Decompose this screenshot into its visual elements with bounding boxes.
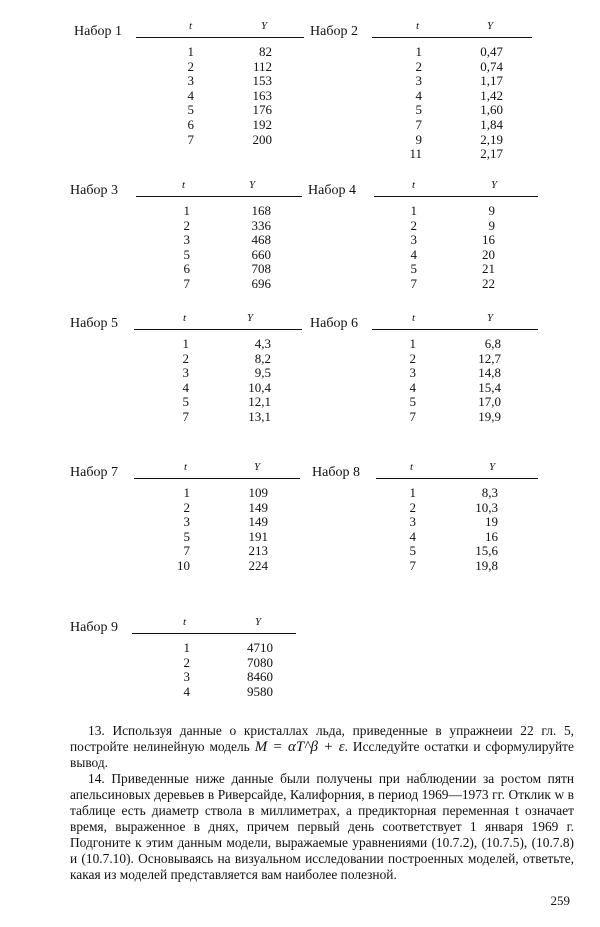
- column-header-y: Y: [487, 20, 494, 32]
- cell-t: 3: [409, 365, 416, 381]
- dataset-label: Набор 2: [310, 24, 358, 39]
- column-header-t: t: [189, 20, 193, 32]
- cell-y: 19,9: [478, 408, 501, 424]
- cell-y: 14,8: [478, 365, 501, 381]
- cell-y: 8460: [247, 669, 273, 685]
- cell-y: 6,8: [484, 336, 501, 351]
- cell-t: 4: [409, 528, 416, 544]
- cell-t: 2: [183, 217, 190, 233]
- cell-t: 4: [187, 87, 194, 103]
- cell-y: 224: [248, 557, 268, 573]
- cell-t: 5: [183, 528, 190, 544]
- cell-t: 7: [409, 557, 416, 573]
- cell-t: 5: [409, 543, 416, 559]
- cell-y: 109: [248, 485, 268, 500]
- cell-t: 11: [409, 146, 422, 162]
- cell-y: 0,47: [480, 44, 503, 59]
- header-rule: [132, 633, 296, 634]
- cell-y: 13,1: [248, 408, 271, 424]
- cell-t: 1: [182, 336, 189, 351]
- cell-t: 2: [183, 499, 190, 515]
- cell-t: 1: [183, 203, 190, 218]
- cell-t: 7: [183, 275, 190, 291]
- cell-t: 2: [409, 499, 416, 515]
- cell-y: 15,4: [478, 379, 501, 395]
- cell-t: 2: [183, 654, 190, 670]
- exercise-14: 14. Приведенные ниже данные были получены при наблюдении за ростом пятн апельсиновых деревьев в Риверсайде, Калифорния, в период 1969—1973 гг. Отклик w в таблице есть диаметр ствола в миллиметрах, а предикторная переменная t означает время, выраженное в днях, причем первый день соответствует 1 января 1969 г. Подгоните к этим данным модели, выражаемые уравнениями (10.7.2), (10.7.5), (10.7.8) и (10.7.10). Основываясь на визуальном исследовании построенных моделей, ответьте, какая из моделей представляется вам наиболее полезной.: [70, 771, 574, 882]
- cell-y: 12,1: [248, 394, 271, 410]
- cell-y: 149: [248, 514, 268, 530]
- dataset-label: Набор 3: [70, 183, 118, 198]
- cell-t: 4: [182, 379, 189, 395]
- cell-y: 1,17: [480, 73, 503, 89]
- cell-y: 9580: [247, 683, 273, 699]
- dataset-label: Набор 7: [70, 465, 118, 480]
- cell-y: 22: [482, 275, 495, 291]
- cell-y: 19: [485, 514, 498, 530]
- cell-y: 17,0: [478, 394, 501, 410]
- cell-y: 112: [252, 58, 272, 74]
- cell-t: 5: [415, 102, 422, 118]
- cell-y: 468: [251, 232, 271, 248]
- cell-t: 7: [187, 131, 194, 147]
- exercise-13-text-after: . Исследуйте остатки и сформулируйте вывод.: [70, 739, 574, 770]
- cell-t: 1: [415, 44, 422, 59]
- cell-t: 7: [415, 116, 422, 132]
- cell-t: 4: [183, 683, 190, 699]
- cell-t: 10: [177, 557, 190, 573]
- cell-t: 2: [409, 350, 416, 366]
- column-header-t: t: [183, 312, 187, 324]
- header-rule: [372, 329, 538, 330]
- cell-t: 4: [415, 87, 422, 103]
- column-header-y: Y: [489, 461, 496, 473]
- cell-y: 1,84: [480, 116, 503, 132]
- cell-y: 12,7: [478, 350, 501, 366]
- cell-y: 153: [252, 73, 272, 89]
- cell-t: 1: [410, 203, 417, 218]
- column-header-t: t: [412, 312, 416, 324]
- cell-t: 3: [183, 232, 190, 248]
- cell-y: 7080: [247, 654, 273, 670]
- cell-y: 2,19: [480, 131, 503, 147]
- column-header-t: t: [184, 461, 188, 473]
- cell-y: 1,60: [480, 102, 503, 118]
- cell-y: 708: [251, 261, 271, 277]
- cell-t: 1: [183, 640, 190, 655]
- header-rule: [134, 478, 300, 479]
- cell-y: 0,74: [480, 58, 503, 74]
- cell-t: 2: [410, 217, 417, 233]
- cell-t: 6: [187, 116, 194, 132]
- cell-y: 336: [251, 217, 271, 233]
- cell-y: 4,3: [254, 336, 271, 351]
- cell-y: 21: [482, 261, 495, 277]
- cell-t: 2: [187, 58, 194, 74]
- cell-y: 660: [251, 246, 271, 262]
- dataset-label: Набор 8: [312, 465, 360, 480]
- cell-y: 10,3: [475, 499, 498, 515]
- cell-y: 9: [488, 203, 495, 218]
- cell-t: 5: [183, 246, 190, 262]
- column-header-t: t: [410, 461, 414, 473]
- header-rule: [374, 196, 538, 197]
- cell-t: 4: [409, 379, 416, 395]
- column-header-y: Y: [261, 20, 268, 32]
- cell-y: 1,42: [480, 87, 503, 103]
- cell-t: 2: [182, 350, 189, 366]
- cell-t: 3: [183, 669, 190, 685]
- column-header-y: Y: [247, 312, 254, 324]
- cell-t: 1: [409, 485, 416, 500]
- cell-t: 1: [187, 44, 194, 59]
- column-header-t: t: [183, 616, 187, 628]
- cell-y: 8,2: [254, 350, 271, 366]
- cell-y: 4710: [247, 640, 273, 655]
- cell-y: 163: [252, 87, 272, 103]
- dataset-label: Набор 6: [310, 316, 358, 331]
- exercise-13-formula: M = αT^β + ε: [254, 739, 345, 755]
- cell-t: 3: [410, 232, 417, 248]
- cell-t: 7: [409, 408, 416, 424]
- dataset-label: Набор 1: [74, 24, 122, 39]
- cell-t: 3: [183, 514, 190, 530]
- cell-t: 7: [183, 543, 190, 559]
- cell-y: 9: [488, 217, 495, 233]
- cell-t: 3: [187, 73, 194, 89]
- cell-y: 192: [252, 116, 272, 132]
- cell-t: 1: [409, 336, 416, 351]
- header-rule: [136, 196, 302, 197]
- cell-t: 5: [182, 394, 189, 410]
- cell-t: 5: [410, 261, 417, 277]
- dataset-label: Набор 4: [308, 183, 356, 198]
- column-header-y: Y: [491, 179, 498, 191]
- column-header-y: Y: [254, 461, 261, 473]
- dataset-label: Набор 5: [70, 316, 118, 331]
- column-header-t: t: [416, 20, 420, 32]
- column-header-t: t: [412, 179, 416, 191]
- cell-t: 7: [410, 275, 417, 291]
- cell-t: 3: [409, 514, 416, 530]
- header-rule: [376, 478, 538, 479]
- column-header-y: Y: [249, 179, 256, 191]
- cell-y: 191: [248, 528, 268, 544]
- cell-y: 16: [485, 528, 498, 544]
- cell-t: 9: [415, 131, 422, 147]
- cell-y: 200: [252, 131, 272, 147]
- header-rule: [136, 37, 304, 38]
- cell-t: 5: [409, 394, 416, 410]
- cell-t: 2: [415, 58, 422, 74]
- cell-y: 20: [482, 246, 495, 262]
- cell-y: 19,8: [475, 557, 498, 573]
- exercise-13-text-before: 13. Используя данные о кристаллах льда, приведенные в упражнеии 22 гл. 5, постройте нелинейную модель: [70, 723, 574, 754]
- cell-y: 82: [259, 44, 272, 59]
- cell-y: 176: [252, 102, 272, 118]
- column-header-y: Y: [487, 312, 494, 324]
- header-rule: [372, 37, 532, 38]
- column-header-t: t: [182, 179, 186, 191]
- page-number: 259: [550, 893, 570, 908]
- cell-y: 10,4: [248, 379, 271, 395]
- cell-t: 7: [182, 408, 189, 424]
- cell-y: 168: [251, 203, 271, 218]
- column-header-y: Y: [255, 616, 262, 628]
- cell-y: 696: [251, 275, 271, 291]
- cell-t: 3: [182, 365, 189, 381]
- cell-t: 4: [410, 246, 417, 262]
- cell-y: 2,17: [480, 146, 503, 162]
- cell-y: 213: [248, 543, 268, 559]
- exercise-13: [70, 723, 574, 771]
- cell-y: 8,3: [481, 485, 498, 500]
- cell-t: 1: [183, 485, 190, 500]
- cell-t: 6: [183, 261, 190, 277]
- header-rule: [134, 329, 302, 330]
- cell-t: 5: [187, 102, 194, 118]
- dataset-label: Набор 9: [70, 620, 118, 635]
- cell-y: 16: [482, 232, 495, 248]
- cell-y: 9,5: [254, 365, 271, 381]
- cell-t: 3: [415, 73, 422, 89]
- cell-y: 15,6: [475, 543, 498, 559]
- cell-y: 149: [248, 499, 268, 515]
